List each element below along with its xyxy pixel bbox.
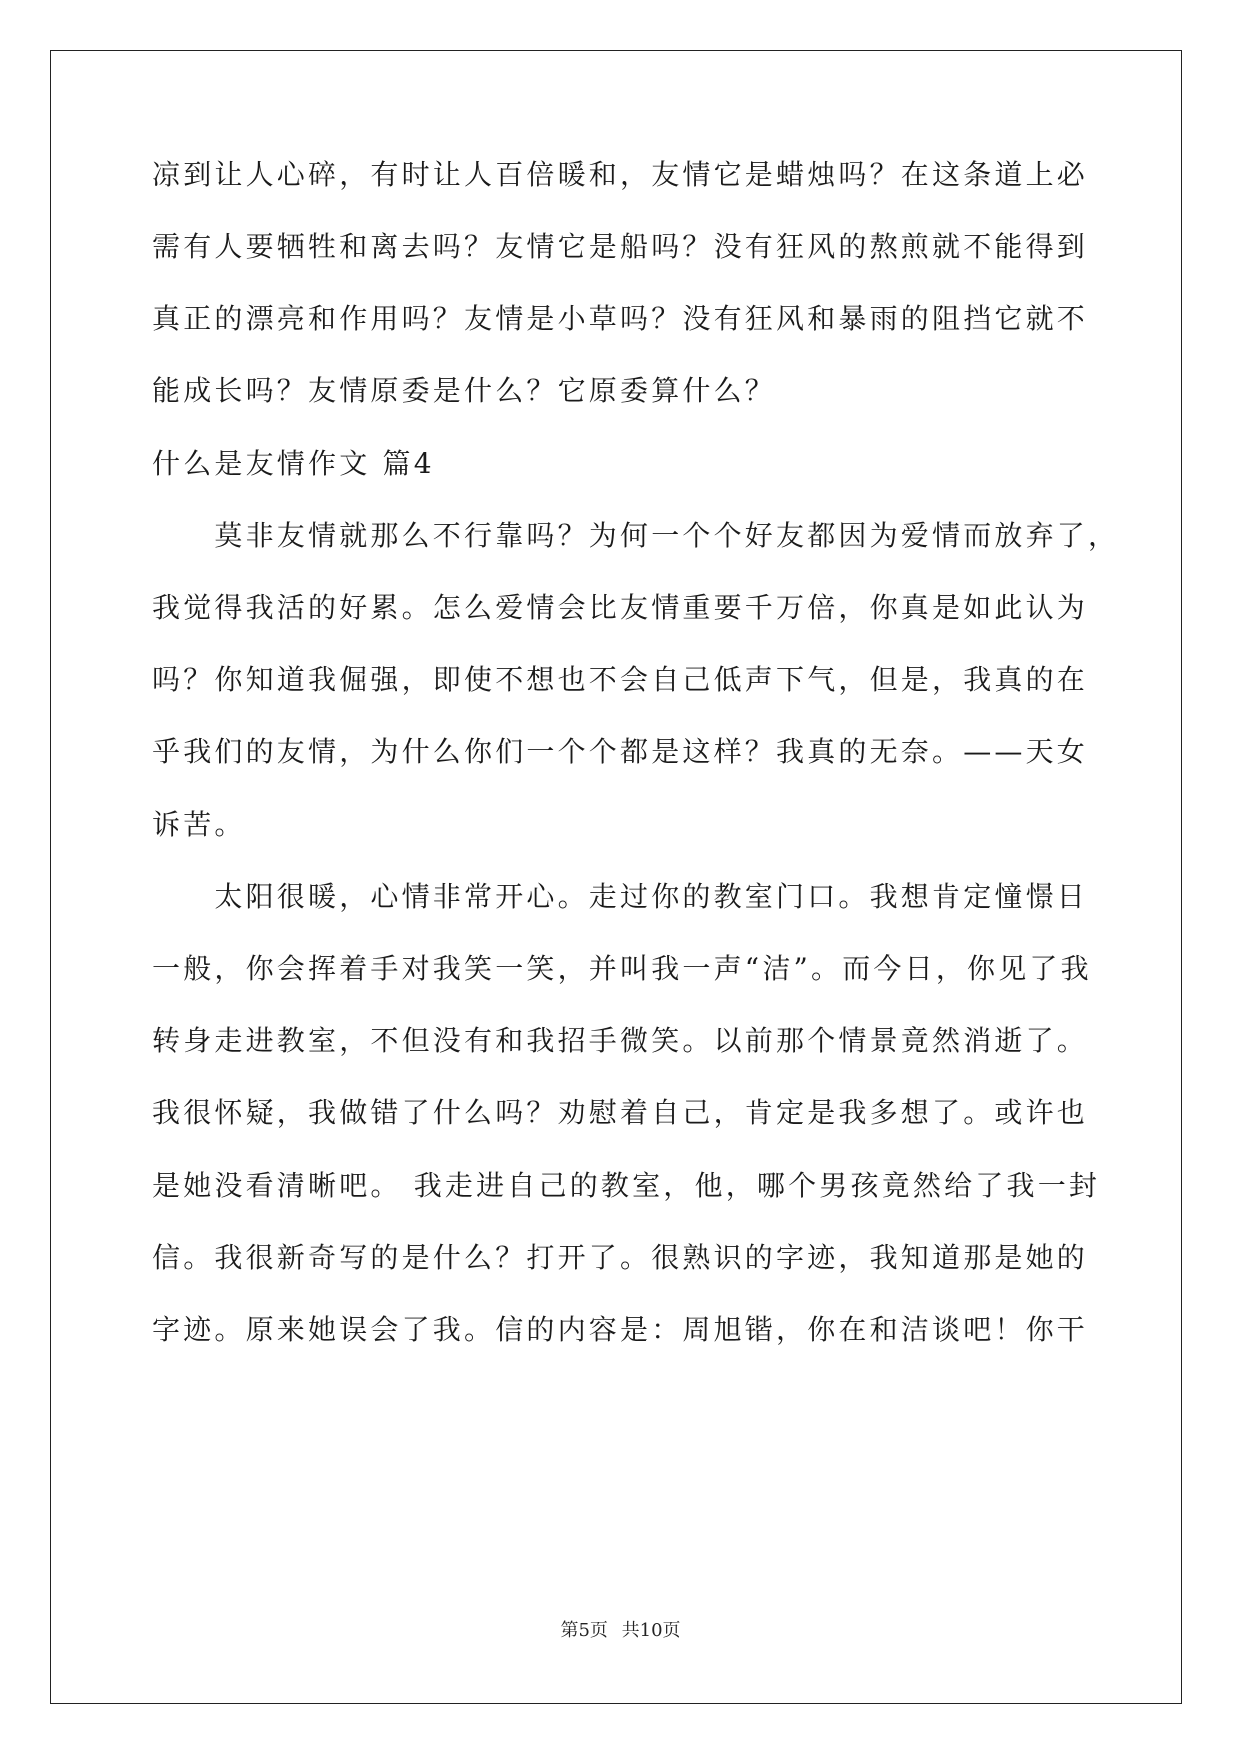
page-border — [50, 50, 1182, 1704]
text-line: 凉到让人心碎，有时让人百倍暖和，友情它是蜡烛吗？在这条道上必 — [152, 158, 1089, 191]
text-line: 字迹。原来她误会了我。信的内容是：周旭锴，你在和洁谈吧！你干 — [152, 1313, 1089, 1346]
text-line: 吗？你知道我倔强，即使不想也不会自己低声下气，但是，我真的在 — [152, 663, 1089, 696]
text-line: 信。我很新奇写的是什么？打开了。很熟识的字迹，我知道那是她的 — [152, 1241, 1089, 1274]
text-line: 乎我们的友情，为什么你们一个个都是这样？我真的无奈。——天女 — [152, 735, 1089, 768]
page-number: 第5页 — [560, 1620, 608, 1641]
text-line: 能成长吗？友情原委是什么？它原委算什么？ — [152, 374, 777, 407]
text-line: 太阳很暖，心情非常开心。走过你的教室门口。我想肯定憧憬日 — [152, 880, 1089, 913]
text-line: 莫非友情就那么不行靠吗？为何一个个好友都因为爱情而放弃了， — [152, 519, 1120, 552]
page-total: 共10页 — [621, 1620, 681, 1641]
section-heading: 什么是友情作文 篇4 — [152, 447, 435, 480]
text-line: 诉苦。 — [152, 808, 246, 841]
text-line: 我很怀疑，我做错了什么吗？劝慰着自己，肯定是我多想了。或许也 — [152, 1096, 1089, 1129]
text-line: 转身走进教室，不但没有和我招手微笑。以前那个情景竟然消逝了。 — [152, 1024, 1089, 1057]
text-line: 真正的漂亮和作用吗？友情是小草吗？没有狂风和暴雨的阻挡它就不 — [152, 302, 1089, 335]
text-line: 是她没看清晰吧。 我走进自己的教室，他，哪个男孩竟然给了我一封 — [152, 1169, 1101, 1202]
text-line: 我觉得我活的好累。怎么爱情会比友情重要千万倍，你真是如此认为 — [152, 591, 1089, 624]
page-footer — [0, 1621, 1241, 1641]
text-line: 一般，你会挥着手对我笑一笑，并叫我一声“洁”。而今日，你见了我 — [152, 952, 1092, 985]
text-line: 需有人要牺牲和离去吗？友情它是船吗？没有狂风的熬煎就不能得到 — [152, 230, 1089, 263]
